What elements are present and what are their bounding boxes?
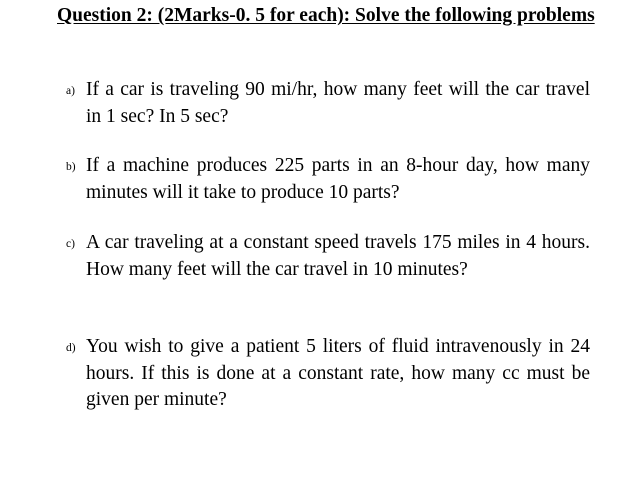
question-title: Question 2: (2Marks-0. 5 for each): Solve the following problems	[57, 5, 595, 26]
problem-marker: a)	[66, 85, 75, 97]
problem-c	[66, 230, 590, 283]
problem-text: You wish to give a patient 5 liters of fluid intravenously in 24 hours. If this is done at a constant rate, how many cc must be given per minute?	[86, 336, 590, 410]
problem-marker: c)	[66, 238, 75, 250]
problem-a	[66, 77, 590, 130]
problem-text: If a machine produces 225 parts in an 8-hour day, how many minutes will it take to produce 10 parts?	[86, 155, 590, 203]
problem-d	[66, 334, 590, 413]
problem-text: A car traveling at a constant speed travels 175 miles in 4 hours. How many feet will the car travel in 10 minutes?	[86, 232, 590, 280]
problem-marker: d)	[66, 342, 76, 354]
problem-b	[66, 153, 590, 206]
problem-marker: b)	[66, 161, 76, 173]
problem-text: If a car is traveling 90 mi/hr, how many feet will the car travel in 1 sec? In 5 sec?	[86, 79, 590, 127]
